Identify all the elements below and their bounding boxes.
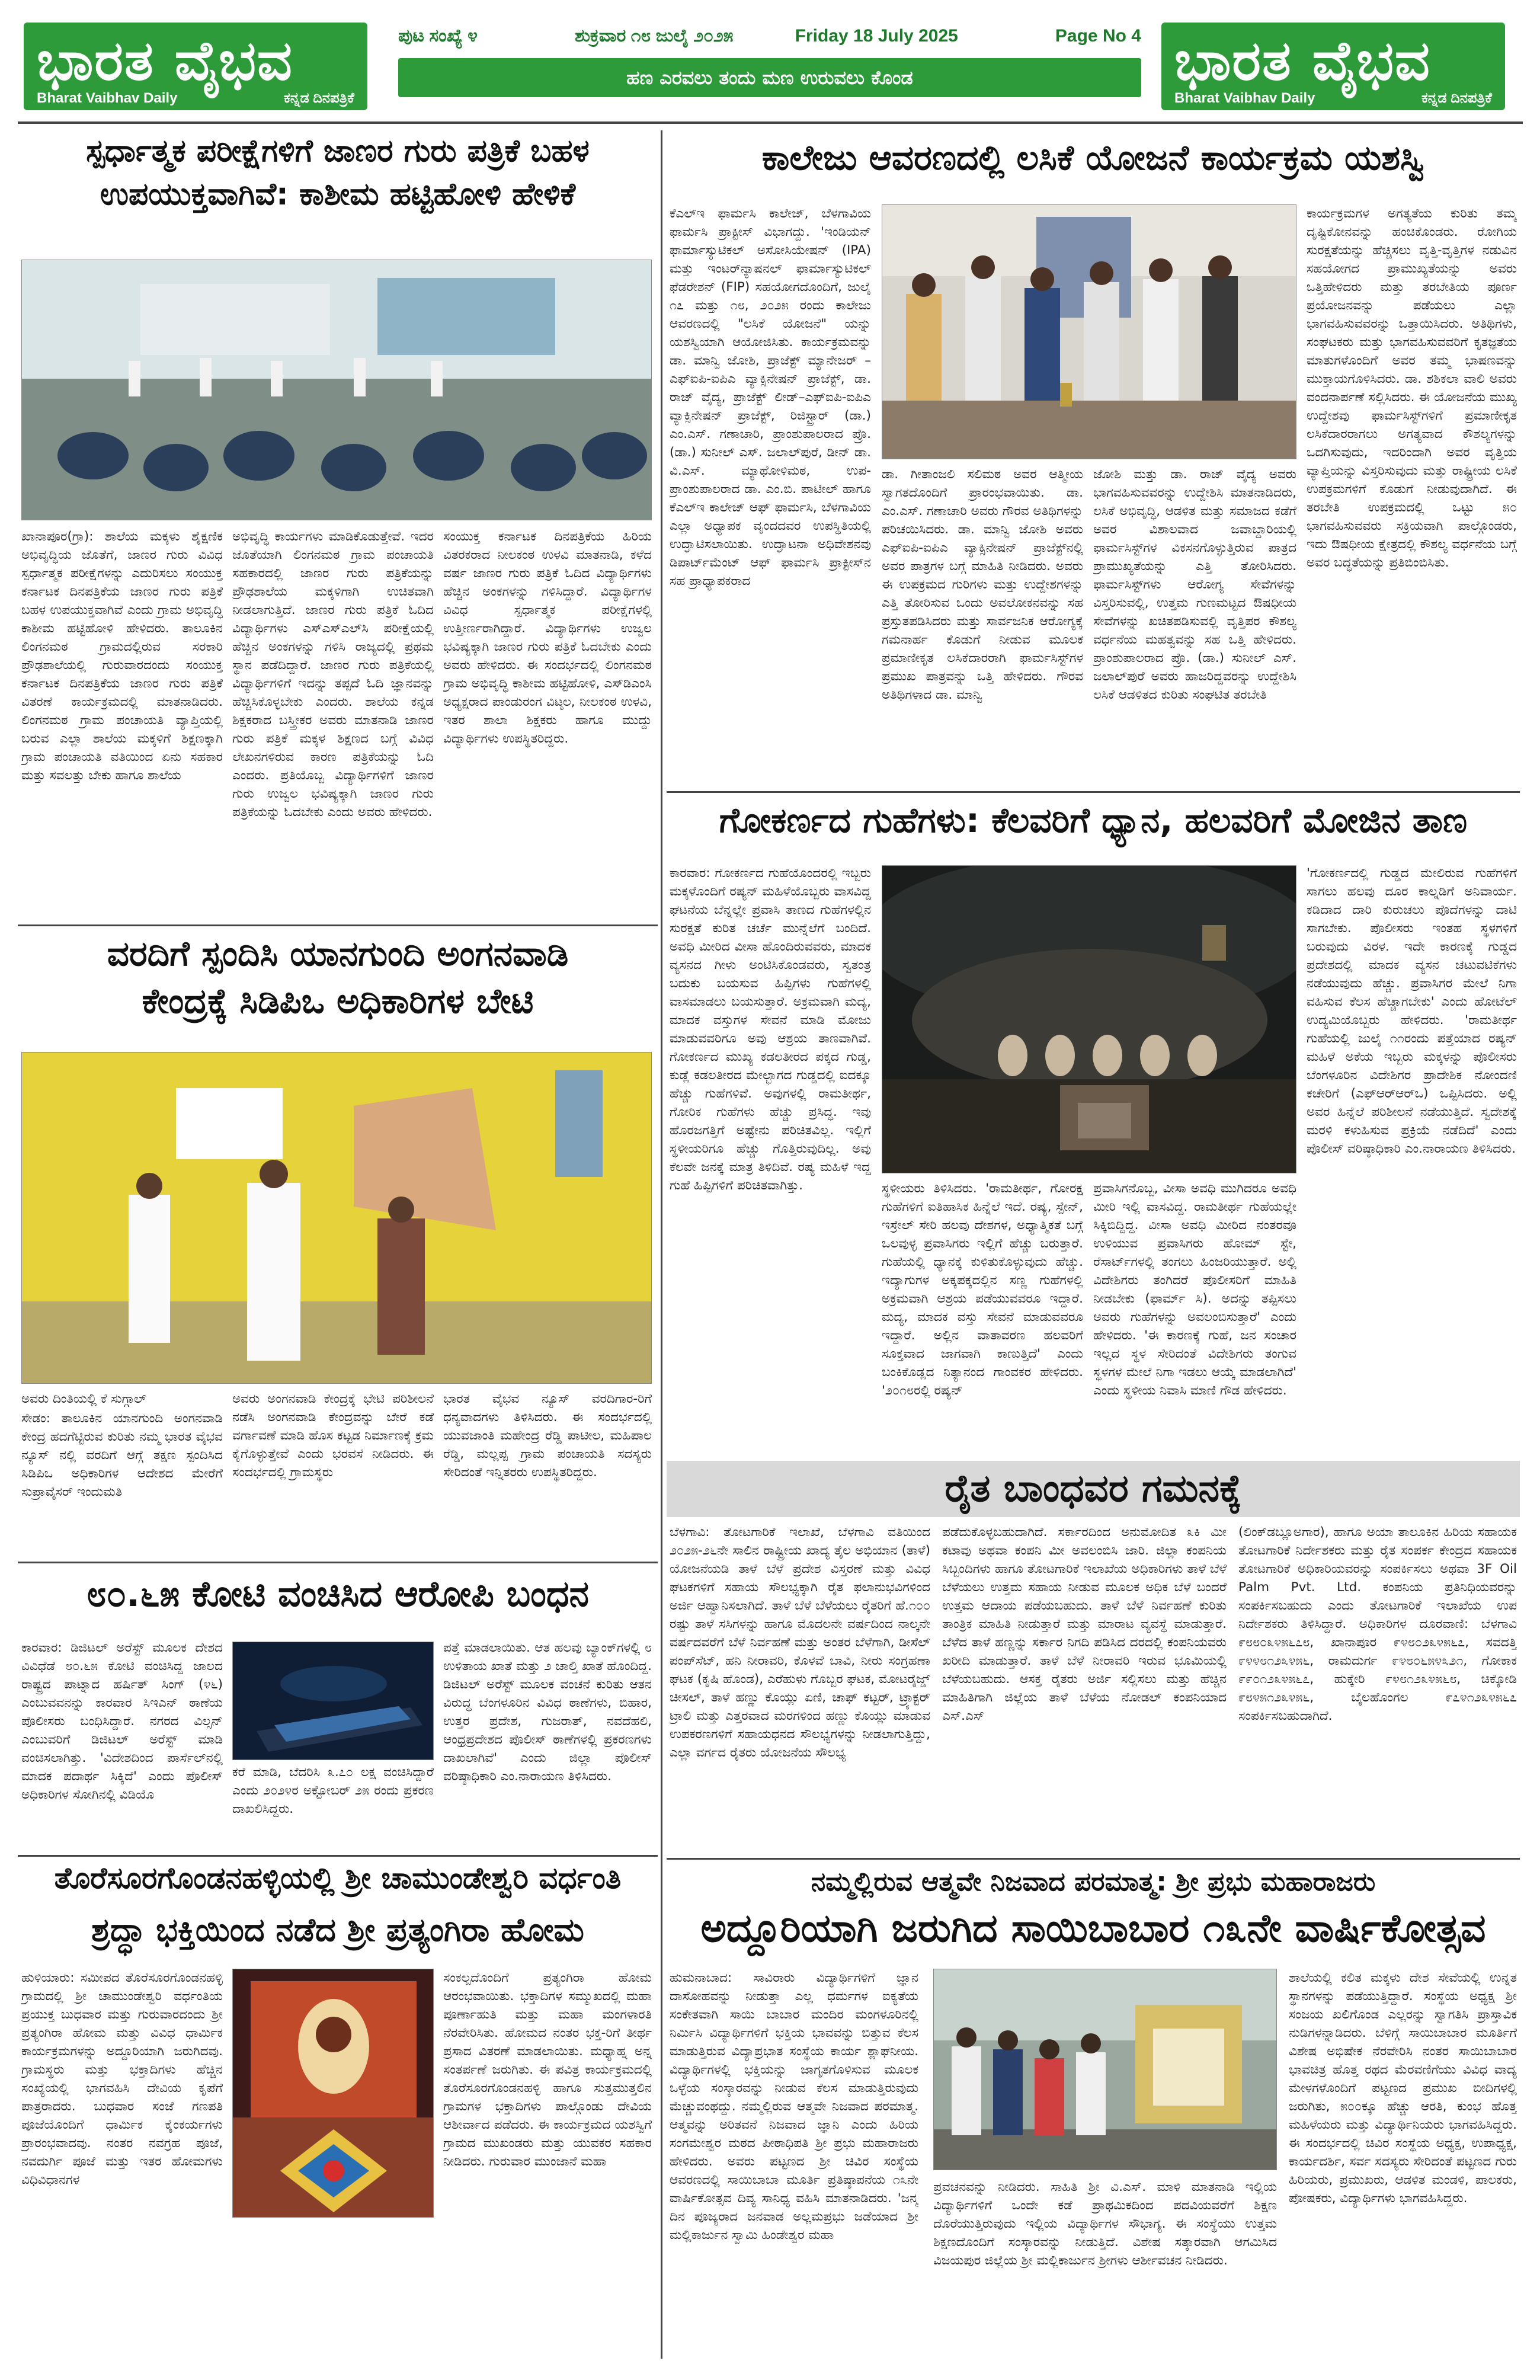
article-3-rule bbox=[18, 1855, 658, 1857]
article-8-kicker: ನಮ್ಮಲ್ಲಿರುವ ಆತ್ಮವೇ ನಿಜವಾದ ಪರಮಾತ್ಮ: ಶ್ರೀ ಪ್ರಭು ಮಹಾರಾಜರು bbox=[811, 1867, 1376, 1897]
article-5-col-1: ಕೆಎಲ್‌ಇ ಫಾರ್ಮಸಿ ಕಾಲೇಜ್, ಬೆಳಗಾವಿಯ ಫಾರ್ಮಸಿ ಪ್ರಾಕ್ಟೀಸ್ ವಿಭಾಗದ್ದು. 'ಇಂಡಿಯನ್ ಫಾರ್ಮಾಸ್ಯುಟಿಕಲ್ ಅಸೋಸಿಯೇಷನ್ (IPA) ಮತ್ತು ಇಂಟರ್‌ನ್ಯಾಷನಲ್ ಫಾರ್ಮಾಸ್ಯುಟಿಕಲ್ ಫೆಡರೇಶನ್ (FIP) ಸಹಯೋಗದೊಂದಿಗೆ, ಜುಲೈ ೧೭ ಮತ್ತು ೧೮, ೨೦೨೫ ರಂದು ಕಾಲೇಜು ಆವರಣದಲ್ಲಿ "ಲಸಿಕೆ ಯೋಜನೆ" ಯನ್ನು ಯಶಸ್ವಿಯಾಗಿ ಆಯೋಜಿಸಿತು. ಕಾರ್ಯಕ್ರಮವನ್ನು ಡಾ. ಮಾನ್ವಿ ಜೋಶಿ, ಪ್ರಾಜೆಕ್ಟ್ ಮ್ಯಾನೇಜರ್ – ಎಫ್‌ಐಪಿ-ಐಪಿಎ ವ್ಯಾಕ್ಸಿನೇಷನ್ ಪ್ರಾಜೆಕ್ಟ್, ಡಾ. ರಾಜ್ ವೈದ್ಯ, ಪ್ರಾಜೆಕ್ಟ್ ಲೀಡ್–ಎಫ್‌ಐಪಿ-ಐಪಿಎ ವ್ಯಾಕ್ಸಿನೇಷನ್ ಪ್ರಾಜೆಕ್ಟ್, ರಿಜಿಸ್ಟ್ರಾರ್ (ಡಾ.) ಎಂ.ಎಸ್. ಗಣಾಚಾರಿ, ಪ್ರಾಂಶುಪಾಲರಾದ ಪ್ರೊ. (ಡಾ.) ಸುನೀಲ್ ಎಸ್. ಜಲಾಲ್‌ಪುರೆ, ಡೀನ್ ಡಾ. ವಿ.ಎಸ್. ಮ್ಯಾಥೋಳಿಮಠ, ಉಪ-ಪ್ರಾಂಶುಪಾಲರಾದ ಡಾ. ಎಂ.ಬಿ. ಪಾಟೀಲ್ ಹಾಗೂ ಕೆಎಲ್‌ಇ ಕಾಲೇಜ್ ಆಫ್ ಫಾರ್ಮಸಿ, ಬೆಳಗಾವಿಯ ಎಲ್ಲಾ ಅಧ್ಯಾಪಕ ವೃಂದದವರ ಉಪಸ್ಥಿತಿಯಲ್ಲಿ ಉದ್ಘಾಟಿಸಲಾಯಿತು. ಉದ್ಘಾಟನಾ ಅಧಿವೇಶನವು ಡಿಪಾರ್ಟ್‌ಮೆಂಟ್ ಆಫ್ ಫಾರ್ಮಸಿ ಪ್ರಾಕ್ಟೀಸ್‌ನ ಸಹ ಪ್ರಾಧ್ಯಾಪಕರಾದ bbox=[670, 206, 871, 588]
date-en: Friday 18 July 2025 bbox=[795, 26, 958, 46]
article-2-col-1: ಸೇಡಂ: ತಾಲೂಕಿನ ಯಾನಗುಂದಿ ಅಂಗನವಾಡಿ ಕೇಂದ್ರ ಹದಗೆಟ್ಟಿರುವ ಕುರಿತು ನಮ್ಮ ಭಾರತ ವೈಭವ ನ್ಯೂಸ್‌ ನಲ್ಲಿ ವರದಿಗೆ ಆಗ್ಗೆ ತಕ್ಷಣ ಸ್ಪಂದಿಸಿದ ಸಿಡಿಪಿಒ ಅಧಿಕಾರಿಗಳ ಆದೇಶದ ಮೇರೆಗೆ ಸುಪ್ರಾವೈಸರ್ ಇಂದುಮತಿ bbox=[21, 1411, 223, 1499]
article-2-photo bbox=[21, 1052, 652, 1384]
article-8-col-1: ಹುಮನಾಬಾದ: ಸಾವಿರಾರು ವಿದ್ಯಾರ್ಥಿಗಳಿಗೆ ಜ್ಞಾನ ದಾಸೋಹವನ್ನು ನೀಡುತ್ತಾ ಎಲ್ಲ ಧರ್ಮಗಳ ಐಕ್ಯತೆಯ ಸಂಕೇತವಾಗಿ ಸಾಯಿ ಬಾಬಾರ ಮಂದಿರ ಮಂಗಳೂರಿನಲ್ಲಿ ನಿರ್ಮಿಸಿ ವಿದ್ಯಾರ್ಥಿಗಳಿಗೆ ಭಕ್ತಿಯ ಭಾವವನ್ನು ಬಿತ್ತುವ ಕೆಲಸ ಮಾಡುತ್ತಿರುವ ವಿದ್ಯಾಪ್ರಭಾತ ಸಂಸ್ಥೆಯ ಕಾರ್ಯ ಶ್ಲಾಘನೀಯ. ವಿದ್ಯಾರ್ಥಿಗಳಲ್ಲಿ ಭಕ್ತಿಯನ್ನು ಜಾಗೃತಗೊಳಿಸುವ ಮೂಲಕ ಒಳ್ಳೆಯ ಸಂಸ್ಕಾರವನ್ನು ನೀಡುವ ಕೆಲಸ ಮಾಡುತ್ತಿರುವುದು ಮೆಚ್ಚುವಂಥದ್ದು. ನಮ್ಮಲ್ಲಿರುವ ಆತ್ಮವೇ ನಿಜವಾದ ಪರಮಾತ್ಮ. ಆತ್ಮವನ್ನು ಅರಿತವನೆ ನಿಜವಾದ ಜ್ಞಾನಿ ಎಂದು ಹಿರಿಯ ಸಂಗಮೇಶ್ವರ ಮಠದ ಪೀಠಾಧಿಪತಿ ಶ್ರೀ ಪ್ರಭು ಮಹಾರಾಜರು ಹೇಳಿದರು. ಅವರು ಪಟ್ಟಣದ ಶ್ರೀ ಚಿವಿರ ಸಂಸ್ಥೆಯ ಆವರಣದಲ್ಲಿ ಸಾಯಿಬಾಬಾ ಮೂರ್ತಿ ಪ್ರತಿಷ್ಠಾಪನೆಯ ೧೩ನೇ ವಾರ್ಷಿಕೋತ್ಸವ ದಿವ್ಯ ಸಾನಿಧ್ಯ ವಹಿಸಿ ಮಾತನಾಡಿದರು. 'ಜನ್ಮ ದಿನ ಪೂಜ್ಯರಾದ ಜನವಾಡ ಅಲ್ಲಮಪ್ರಭು ಜಡೆಯಾದ ಶ್ರೀ ಮಲ್ಲಿಕಾರ್ಜುನ ಸ್ವಾಮಿ ಹಿಂಡೇಶ್ವರ ಮಹಾ bbox=[670, 1970, 918, 2243]
article-5-photo bbox=[882, 204, 1296, 459]
article-7-headline: ರೈತ ಬಾಂಧವರ ಗಮನಕ್ಕೆ bbox=[667, 1461, 1520, 1517]
article-5-col-2b: ಡಾ. ಗೀತಾಂಜಲಿ ಸಲಿಮಠ ಅವರ ಆತ್ಮೀಯ ಸ್ವಾಗತದೊಂದಿಗೆ ಪ್ರಾರಂಭವಾಯಿತು. ಡಾ. ಎಂ.ಎಸ್. ಗಣಾಚಾರಿ ಅವರು ಗೌರವ ಅತಿಥಿಗಳನ್ನು ಪರಿಚಯಿಸಿದರು. ಡಾ. ಮಾನ್ವಿ ಜೋಶಿ ಅವರು ಎಫ್‌ಐಪಿ-ಐಪಿಎ ವ್ಯಾಕ್ಸಿನೇಷನ್ ಪ್ರಾಜೆಕ್ಟ್‌ನಲ್ಲಿ ಅವರ ಪಾತ್ರಗಳ ಬಗ್ಗೆ ಮಾಹಿತಿ ನೀಡಿದರು. ಅವರು ಈ ಉಪಕ್ರಮದ ಗುರಿಗಳು ಮತ್ತು ಉದ್ದೇಶಗಳನ್ನು ಎತ್ತಿ ತೋರಿಸುವ ಒಂದು ಅವಲೋಕನವನ್ನು ಸಹ ಪ್ರಸ್ತುತಪಡಿಸಿದರು ಮತ್ತು ಸಾರ್ವಜನಿಕ ಆರೋಗ್ಯಕ್ಕೆ ಗಮನಾರ್ಹ ಕೊಡುಗೆ ನೀಡುವ ಮೂಲಕ ಪ್ರಮಾಣೀಕೃತ ಲಸಿಕೆದಾರರಾಗಿ ಫಾರ್ಮಸಿಸ್ಟ್‌ಗಳ ಪ್ರಮುಖ ಪಾತ್ರವನ್ನು ಒತ್ತಿ ಹೇಳಿದರು. ಗೌರವ ಅತಿಥಿಗಳಾದ ಡಾ. ಮಾನ್ವಿ bbox=[882, 467, 1083, 702]
article-4-headline-2: ಶ್ರದ್ಧಾ ಭಕ್ತಿಯಿಂದ ನಡೆದ ಶ್ರೀ ಪ್ರತ್ಯಂಗಿರಾ ಹೋಮ bbox=[91, 1911, 584, 1949]
article-7-rule bbox=[667, 1858, 1520, 1860]
paper-subtitle-kn: ಕನ್ನಡ ದಿನಪತ್ರಿಕೆ bbox=[283, 90, 354, 106]
article-6-photo bbox=[882, 865, 1296, 1173]
article-1-col-2: ಅಭಿವೃದ್ಧಿ ಕಾರ್ಯಗಳು ಮಾಡಿಕೊಡುತ್ತೇವೆ. ಇದರ ಜೊತೆಯಾಗಿ ಲಿಂಗನಮಠ ಗ್ರಾಮ ಪಂಚಾಯತಿ ಸಹಕಾರದಲ್ಲಿ ಜಾಣರ ಗುರು ಪತ್ರಿಕೆಯನ್ನು ಪ್ರೌಢಶಾಲೆಯ ಮಕ್ಕಳಿಗಾಗಿ ಉಚಿತವಾಗಿ ನೀಡಲಾಗುತ್ತಿದೆ. ಜಾಣರ ಗುರು ಪತ್ರಿಕೆ ಓದಿದ ವಿದ್ಯಾರ್ಥಿಗಳು ಎಸ್‌ಎಸ್‌ಎಲ್‌ಸಿ ಪರೀಕ್ಷೆಯಲ್ಲಿ ಹೆಚ್ಚಿನ ಅಂಕಗಳನ್ನು ಗಳಿಸಿ ರಾಜ್ಯದಲ್ಲಿ ಪ್ರಥಮ ಸ್ಥಾನ ಪಡೆದಿದ್ದಾರೆ. ಜಾಣರ ಗುರು ಪತ್ರಿಕೆಯಲ್ಲಿ ವಿದ್ಯಾರ್ಥಿಗಳಿಗೆ ಇದನ್ನು ತಪ್ಪದೆ ಓದಿ ಜ್ಞಾನವನ್ನು ಹೆಚ್ಚಿಸಿಕೊಳ್ಳಬೇಕು ಎಂದರು. ಶಾಲೆಯ ಕನ್ನಡ ಶಿಕ್ಷಕರಾದ ಬಸ್ತ್ರೀಕರ ಅವರು ಮಾತನಾಡಿ ಜಾಣರ ಗುರು ಪತ್ರಿಕೆ ಮಕ್ಕಳ ಶಿಕ್ಷಣದ ಬಗ್ಗೆ ವಿವಿಧ ಲೇಖನಗಳಿರುವ ಕಾರಣ ಪತ್ರಿಕೆಯನ್ನು ಓದಿ ಎಂದರು. ಪ್ರತಿಯೊಬ್ಬ ವಿದ್ಯಾರ್ಥಿಗಳಿಗೆ ಜಾಣರ ಗುರು ಉಜ್ವಲ ಭವಿಷ್ಯಕ್ಕಾಗಿ ಜಾಣರ ಗುರು ಪತ್ರಿಕೆಯನ್ನು ಓದಬೇಕು ಎಂದು ಅವರು ಹೇಳಿದರು. bbox=[232, 529, 434, 820]
article-8-headline: ಅದ್ದೂರಿಯಾಗಿ ಜರುಗಿದ ಸಾಯಿಬಾಬಾರ ೧೩ನೇ ವಾರ್ಷಿಕೋತ್ಸವ bbox=[700, 1905, 1486, 1951]
article-5-col-4: ಕಾರ್ಯಕ್ರಮಗಳ ಅಗತ್ಯತೆಯ ಕುರಿತು ತಮ್ಮ ದೃಷ್ಟಿಕೋನವನ್ನು ಹಂಚಿಕೊಂಡರು. ರೋಗಿಯ ಸುರಕ್ಷತೆಯನ್ನು ಹೆಚ್ಚಿಸಲು ವೃತ್ತಿ-ವೃತ್ತಿಗಳ ನಡುವಿನ ಸಹಯೋಗದ ಪ್ರಾಮುಖ್ಯತೆಯನ್ನು ಅವರು ಒತ್ತಿಹೇಳಿದರು ಮತ್ತು ತರಬೇತಿಯ ಪೂರ್ಣ ಪ್ರಯೋಜನವನ್ನು ಪಡೆಯಲು ಎಲ್ಲಾ ಭಾಗವಹಿಸುವವರನ್ನು ಒತ್ತಾಯಿಸಿದರು. ಅತಿಥಿಗಳು, ಸಂಘಟಕರು ಮತ್ತು ಭಾಗವಹಿಸುವವರಿಗೆ ಕೃತಜ್ಞತೆಯ ಮಾತುಗಳೊಂದಿಗೆ ಅವರ ತಮ್ಮ ಭಾಷಣವನ್ನು ಮುಕ್ತಾಯಗೊಳಿಸಿದರು. ಡಾ. ಶಶಿಕಲಾ ವಾಲಿ ಅವರು ವಂದನಾರ್ಪಣೆ ಸಲ್ಲಿಸಿದರು. ಈ ಯೋಜನೆಯ ಮುಖ್ಯ ಉದ್ದೇಶವು ಫಾರ್ಮಸಿಸ್ಟ್‌ಗಳಿಗೆ ಪ್ರಮಾಣೀಕೃತ ಲಸಿಕೆದಾರರಾಗಲು ಅಗತ್ಯವಾದ ಕೌಶಲ್ಯಗಳನ್ನು ಒದಗಿಸುವುದು, ಇದರಿಂದಾಗಿ ಅವರ ವೃತ್ತಿಯ ವ್ಯಾಪ್ತಿಯನ್ನು ವಿಸ್ತರಿಸುವುದು ಮತ್ತು ರಾಷ್ಟ್ರೀಯ ಲಸಿಕೆ ಉಪಕ್ರಮಗಳಿಗೆ ಕೊಡುಗೆ ನೀಡುವುದಾಗಿದೆ. ಈ ತರಬೇತಿ ಉಪಕ್ರಮದಲ್ಲಿ ಒಟ್ಟು ೫೦ ಭಾಗವಹಿಸುವವರು ಸಕ್ರಿಯವಾಗಿ ಪಾಲ್ಗೊಂಡರು, ಇದು ಔಷಧೀಯ ಕ್ಷೇತ್ರದಲ್ಲಿ ಕೌಶಲ್ಯ ವರ್ಧನೆಯ ಬಗ್ಗೆ ಅವರ ಬದ್ಧತೆಯನ್ನು ಪ್ರತಿಬಿಂಬಿಸಿತು. bbox=[1307, 206, 1517, 570]
article-1-col-1: ಖಾನಾಪೂರ(ಗ್ರಾ): ಶಾಲೆಯ ಮಕ್ಕಳು ಶೈಕ್ಷಣಿಕ ಅಭಿವೃದ್ಧಿಯ ಜೊತೆಗೆ, ಜಾಣರ ಗುರು ವಿವಿಧ ಸ್ಪರ್ಧಾತ್ಮಕ ಪರೀಕ್ಷೆಗಳನ್ನು ಎದುರಿಸಲು ಸಂಯುಕ್ತ ಕರ್ನಾಟಕ ದಿನಪತ್ರಿಕೆಯ ಜಾಣರ ಗುರು ಪತ್ರಿಕೆ ಬಹಳ ಉಪಯುಕ್ತವಾಗಿವೆ ಎಂದು ಗ್ರಾಮ ಅಭಿವೃದ್ಧಿ ಕಾಶೀಮ ಹಟ್ಟಿಹೋಳಿ ಹೇಳಿದರು. ತಾಲೂಕಿನ ಲಿಂಗನಮಠ ಗ್ರಾಮದಲ್ಲಿರುವ ಸರಕಾರಿ ಪ್ರೌಢಶಾಲೆಯಲ್ಲಿ ಗುರುವಾರದಂದು ಸಂಯುಕ್ತ ಕರ್ನಾಟಕ ದಿನಪತ್ರಿಕೆಯ ಜಾಣರ ಗುರು ಪತ್ರಿಕೆ ವಿತರಣೆ ಕಾರ್ಯಕ್ರಮದಲ್ಲಿ ಮಾತನಾಡಿದರು. ಲಿಂಗನಮಠ ಗ್ರಾಮ ಪಂಚಾಯತಿ ವ್ಯಾಪ್ತಿಯಲ್ಲಿ ಬರುವ ಎಲ್ಲಾ ಶಾಲೆಯ ಮಕ್ಕಳಿಗೆ ಶಿಕ್ಷಣಕ್ಕಾಗಿ ಗ್ರಾಮ ಪಂಚಾಯತಿ ವತಿಯಿಂದ ಏನು ಸಹಕಾರ ಮತ್ತು ಸವಲತ್ತು ಬೇಕು ಹಾಗೂ ಶಾಲೆಯ bbox=[21, 529, 223, 783]
column-divider bbox=[661, 130, 662, 2359]
article-3-col-3: ಪತ್ತೆ ಮಾಡಲಾಯಿತು. ಆತ ಹಲವು ಬ್ಯಾಂಕ್‌ಗಳಲ್ಲಿ ೮ ಉಳಿತಾಯ ಖಾತೆ ಮತ್ತು ೨ ಚಾಲ್ತಿ ಖಾತೆ ಹೊಂದಿದ್ದ. ಡಿಜಿಟಲ್ ಅರೆಸ್ಟ್ ಮೂಲಕ ವಂಚನೆ ಕುರಿತು ಆತನ ವಿರುದ್ಧ ಬೆಂಗಳೂರಿನ ವಿವಿಧ ಠಾಣೆಗಳು, ಬಿಹಾರ, ಉತ್ತರ ಪ್ರದೇಶ, ಗುಜರಾತ್, ನವದೆಹಲಿ, ಆಂಧ್ರಪ್ರದೇಶದ ಪೊಲೀಸ್ ಠಾಣೆಗಳಲ್ಲಿ ಪ್ರಕರಣಗಳು ದಾಖಲಾಗಿವೆ' ಎಂದು ಜಿಲ್ಲಾ ಪೊಲೀಸ್ ವರಿಷ್ಠಾಧಿಕಾರಿ ಎಂ.ನಾರಾಯಣ ತಿಳಿಸಿದರು. bbox=[443, 1640, 652, 1784]
article-1-photo bbox=[21, 260, 652, 520]
article-3-photo bbox=[232, 1642, 434, 1760]
article-3-col-1: ಕಾರವಾರ: ಡಿಜಿಟಲ್ ಅರೆಸ್ಟ್ ಮೂಲಕ ದೇಶದ ವಿವಿಧೆಡೆ ೮೦.೬೫ ಕೋಟಿ ವಂಚಿಸಿದ್ದ ಜಾಲದ ರಾಷ್ಟ್ರದ ಪಾಟ್ನಾದ ಹರ್ಷಿತ್ ಸಿಂಗ್ (೪೬) ಎಂಬುವವನನ್ನು ಕಾರವಾರ ಸಿಇಎನ್ ಠಾಣೆಯ ಪೊಲೀಸರು ಬಂಧಿಸಿದ್ದಾರೆ. ನಗರದ ವಿಲ್ಸನ್ ಎಂಬುವರಿಗೆ ಡಿಜಿಟಲ್ ಅರೆಸ್ಟ್ ಮಾಡಿ ವಂಚಿಸಲಾಗಿತ್ತು. 'ವಿದೇಶದಿಂದ ಪಾರ್ಸೆಲ್‌ನಲ್ಲಿ ಮಾದಕ ಪದಾರ್ಥ ಸಿಕ್ಕಿದೆ' ಎಂದು ಪೊಲೀಸ್ ಅಧಿಕಾರಿಗಳ ಸೋಗಿನಲ್ಲಿ ವಿಡಿಯೊ bbox=[21, 1640, 223, 1802]
paper-title: ಭಾರತ ವೈಭವ bbox=[37, 28, 293, 92]
article-6-col-2: ಸ್ಥಳೀಯರು ತಿಳಿಸಿದರು. 'ರಾಮತೀರ್ಥ, ಗೋರಕ್ಷ ಗುಹೆಗಳಿಗೆ ಐತಿಹಾಸಿಕ ಹಿನ್ನೆಲೆ ಇದೆ. ರಷ್ಯ, ಸ್ಪೇನ್, ಇಸ್ರೇಲ್ ಸೇರಿ ಹಲವು ದೇಶಗಳ, ಅಧ್ಯಾತ್ಮಿಕತೆ ಬಗ್ಗೆ ಒಲವುಳ್ಳ ಪ್ರವಾಸಿಗರು ಇಲ್ಲಿಗೆ ಹೆಚ್ಚು ಬರುತ್ತಾರೆ. ಗುಹೆಯಲ್ಲಿ ಧ್ಯಾನಕ್ಕೆ ಕುಳಿತುಕೊಳ್ಳುವುದು ಹೆಚ್ಚು. ಇದ್ಯಾಗುಗಳ ಅಕ್ಕಪಕ್ಕದಲ್ಲಿನ ಸಣ್ಣ ಗುಹೆಗಳಲ್ಲಿ ಅಕ್ರಮವಾಗಿ ಆಶ್ರಯ ಪಡೆಯುವವರೂ ಇದ್ದಾರೆ. ಮದ್ಯ, ಮಾದಕ ವಸ್ತು ಸೇವನೆ ಮಾಡುವವರೂ ಇದ್ದಾರೆ. ಅಲ್ಲಿನ ವಾತಾವರಣ ಹಲವರಿಗೆ ಸೂಕ್ತವಾದ ಜಾಗವಾಗಿ ಕಾಣುತ್ತಿದೆ' ಎಂದು ಬಂಕಿಕೊಡ್ಲದ ನಿತ್ಯಾನಂದ ಗಾಂವಕರ ಹೇಳಿದರು. '೨೦೧೮ರಲ್ಲಿ ರಷ್ಯನ್ bbox=[882, 1181, 1083, 1398]
article-2-headline-1: ವರದಿಗೆ ಸ್ಪಂದಿಸಿ ಯಾನಗುಂದಿ ಅಂಗನವಾಡಿ bbox=[107, 933, 569, 974]
article-1-rule bbox=[18, 925, 658, 926]
article-1-col-3: ಸಂಯುಕ್ತ ಕರ್ನಾಟಕ ದಿನಪತ್ರಿಕೆಯ ಹಿರಿಯ ವಿತರಕರಾದ ನೀಲಕಂಠ ಉಳವಿ ಮಾತನಾಡಿ, ಕಳೆದ ವರ್ಷ ಜಾಣರ ಗುರು ಪತ್ರಿಕೆ ಓದಿದ ವಿದ್ಯಾರ್ಥಿಗಳು ಹೆಚ್ಚಿನ ಅಂಕಗಳನ್ನು ಗಳಿಸಿದ್ದಾರೆ. ವಿದ್ಯಾರ್ಥಿಗಳ ವಿವಿಧ ಸ್ಪರ್ಧಾತ್ಮಕ ಪರೀಕ್ಷೆಗಳಲ್ಲಿ ಉತ್ತೀರ್ಣರಾಗಿದ್ದಾರೆ. ವಿದ್ಯಾರ್ಥಿಗಳು ಉಜ್ವಲ ಭವಿಷ್ಯಕ್ಕಾಗಿ ಜಾಣರ ಗುರು ಪತ್ರಿಕೆ ಓದಬೇಕು ಎಂದು ಅವರು ಹೇಳಿದರು. ಈ ಸಂದರ್ಭದಲ್ಲಿ ಲಿಂಗನಮಠ ಗ್ರಾಮ ಅಭಿವೃದ್ಧಿ ಕಾಶೀಮ ಹಟ್ಟಿಹೋಳಿ, ಎಸ್‌ಡಿಎಂಸಿ ಅಧ್ಯಕ್ಷರಾದ ಪಾಂಡುರಂಗ ವಿಟ್ಠಲ, ನೀಲಕಂಠ ಉಳವಿ, ಇತರ ಶಾಲಾ ಶಿಕ್ಷಕರು ಹಾಗೂ ಮುದ್ದು ವಿದ್ಯಾರ್ಥಿಗಳು ಉಪಸ್ಥಿತರಿದ್ದರು. bbox=[443, 529, 652, 746]
article-7-col-2: ಪಡೆದುಕೊಳ್ಳಬಹುದಾಗಿದೆ. ಸರ್ಕಾರದಿಂದ ಅನುಮೋದಿತ ೩ಕಿ ಮೀ ಕಟಾವು ಅಥವಾ ಕಂಪನಿ ಮೀ ಅವಲಂಬಿಸಿ ಜಾರಿ. ಜಿಲ್ಲಾ ಕಂಪನಿಯ ಸಿಬ್ಬಂದಿಗಳು ಹಾಗೂ ತೋಟಗಾರಿಕೆ ಇಲಾಖೆಯ ಅಧಿಕಾರಿಗಳು ತಾಳೆ ಬೆಳೆ ಬೆಳೆಯಲು ಉತ್ತಮ ಸಹಾಯ ನೀಡುವ ಮೂಲಕ ಅಧಿಕ ಬೆಳೆ ಬಂದರೆ ಉತ್ತಮ ಆದಾಯ ಪಡೆಯಬಹುದು. ತಾಳೆ ಬೆಳೆ ನಿರ್ವಹಣೆ ಕುರಿತು ತಾಂತ್ರಿಕ ಮಾಹಿತಿ ನೀಡುತ್ತಾರೆ ಮತ್ತು ಮಾರಾಟ ವ್ಯವಸ್ಥೆ ಮಾಡುತ್ತಾರೆ. ಬೆಳೆದ ತಾಳೆ ಹಣ್ಣನ್ನು ಸರ್ಕಾರ ನಿಗದಿ ಪಡಿಸಿದ ದರದಲ್ಲಿ ಕಂಪನಿಯವರು ಖರೀದಿ ಮಾಡುತ್ತಾರೆ. ತಾಳೆ ಬೆಳೆ ನೀರಾವರಿ ಇರುವ ಭೂಮಿಯಲ್ಲಿ ಬೆಳೆಯಬಹುದು. ಆಸಕ್ತ ರೈತರು ಅರ್ಜಿ ಸಲ್ಲಿಸಲು ಮತ್ತು ಹೆಚ್ಚಿನ ಮಾಹಿತಿಗಾಗಿ ಜಿಲ್ಲೆಯ ತಾಳೆ ಬೆಳೆಯ ನೋಡಲ್ ಕಂಪನಿಯಾದ ಎಸ್.ಎಸ್ bbox=[942, 1525, 1227, 1723]
article-5-col-3: ಜೋಶಿ ಮತ್ತು ಡಾ. ರಾಜ್ ವೈದ್ಯ ಅವರು ಭಾಗವಹಿಸುವವರನ್ನು ಉದ್ದೇಶಿಸಿ ಮಾತನಾಡಿದರು, ಲಸಿಕೆ ಅಭಿವೃದ್ಧಿ, ಆಡಳಿತ ಮತ್ತು ಸಮಾಜದ ಕಡೆಗೆ ಅವರ ವಿಶಾಲವಾದ ಜವಾಬ್ದಾರಿಯಲ್ಲಿ ಫಾರ್ಮಸಿಸ್ಟ್‌ಗಳ ವಿಕಸನಗೊಳ್ಳುತ್ತಿರುವ ಪಾತ್ರದ ಪ್ರಾಮುಖ್ಯತೆಯನ್ನು ಎತ್ತಿ ತೋರಿಸಿದರು. ಫಾರ್ಮಸಿಸ್ಟ್‌ಗಳು ಆರೋಗ್ಯ ಸೇವೆಗಳನ್ನು ವಿಸ್ತರಿಸುವಲ್ಲಿ, ಉತ್ತಮ ಗುಣಮಟ್ಟದ ಔಷಧೀಯ ಸೇವೆಗಳನ್ನು ಖಚಿತಪಡಿಸುವಲ್ಲಿ ವೃತ್ತಿಪರ ಕೌಶಲ್ಯ ವರ್ಧನೆಯ ಮಹತ್ವವನ್ನು ಸಹ ಒತ್ತಿ ಹೇಳಿದರು. ಪ್ರಾಂಶುಪಾಲರಾದ ಪ್ರೊ. (ಡಾ.) ಸುನೀಲ್ ಎಸ್. ಜಲಾಲ್‌ಪುರೆ ಅವರು ಹಾಜರಿದ್ದವರನ್ನು ಉದ್ದೇಶಿಸಿ ಲಸಿಕೆ ಆಡಳಿತದ ಕುರಿತು ಸಂಘಟಿತ ತರಬೇತಿ bbox=[1093, 467, 1296, 702]
article-8-col-3: ಶಾಲೆಯಲ್ಲಿ ಕಲಿತ ಮಕ್ಕಳು ದೇಶ ಸೇವೆಯಲ್ಲಿ ಉನ್ನತ ಸ್ಥಾನಗಳನ್ನು ಪಡೆಯುತ್ತಿದ್ದಾರೆ. ಸಂಸ್ಥೆಯ ಅಧ್ಯಕ್ಷ ಶ್ರೀ ಸಂಜಯ ಖಲಿಗೊಂಡ ಎಲ್ಲರನ್ನು ಸ್ವಾಗತಿಸಿ ಪ್ರಾಸ್ತಾವಿಕ ನುಡಿಗಳನ್ನಾಡಿದರು. ಬೆಳಿಗ್ಗೆ ಸಾಯಿಬಾಬಾರ ಮೂರ್ತಿಗೆ ವಿಶೇಷ ಅಭಿಷೇಕ ನೆರವೇರಿಸಿ ನಂತರ ಸಾಯಿಬಾಬಾರ ಭಾವಚಿತ್ರ ಹೊತ್ತ ರಥದ ಮೆರವಣಿಗೆಯು ವಿವಿಧ ವಾದ್ಯ ಮೇಳಗಳೊಂದಿಗೆ ಪಟ್ಟಣದ ಪ್ರಮುಖ ಬೀದಿಗಳಲ್ಲಿ ಜರುಗಿತು, ೫೦೦ಕ್ಕೂ ಹೆಚ್ಚು ಆರತಿ, ಕುಂಭ ಹೊತ್ತ ಮಹಿಳೆಯರು ಮತ್ತು ವಿದ್ಯಾರ್ಥಿನಿಯರು ಭಾಗವಹಿಸಿದ್ದರು. ಈ ಸಂದರ್ಭದಲ್ಲಿ ಚಿವಿರ ಸಂಸ್ಥೆಯ ಅಧ್ಯಕ್ಷ, ಉಪಾಧ್ಯಕ್ಷ, ಕಾರ್ಯದರ್ಶಿ, ಸರ್ವ ಸದಸ್ಯರು ಸೇರಿದಂತೆ ಪಟ್ಟಣದ ಗುರು ಹಿರಿಯರು, ಪ್ರಮುಖರು, ಆಡಳಿತ ಮಂಡಳಿ, ಪಾಲಕರು, ಪೋಷಕರು, ವಿದ್ಯಾರ್ಥಿಗಳು ಭಾಗವಹಿಸಿದ್ದರು. bbox=[1289, 1970, 1517, 2206]
article-6-col-4: 'ಗೋಕರ್ಣದಲ್ಲಿ ಗುಡ್ಡದ ಮೇಲಿರುವ ಗುಹೆಗಳಿಗೆ ಸಾಗಲು ಹಲವು ದೂರ ಕಾಲ್ನಡಿಗೆ ಅನಿವಾರ್ಯ. ಕಡಿದಾದ ದಾರಿ ಕುರುಚಲು ಪೊದೆಗಳನ್ನು ದಾಟಿ ಸಾಗಬೇಕು. ಪೊಲೀಸರು ಇಂತಹ ಸ್ಥಳಗಳಿಗೆ ಬರುವುದು ವಿರಳ. ಇದೇ ಕಾರಣಕ್ಕೆ ಗುಡ್ಡದ ಪ್ರದೇಶದಲ್ಲಿ ಮಾದಕ ವ್ಯಸನ ಚಟುವಟಿಕೆಗಳು ನಡೆಯುವುದು ಹೆಚ್ಚು. ಪ್ರವಾಸಿಗರ ಮೇಲೆ ನಿಗಾ ವಹಿಸುವ ಕೆಲಸ ಹೆಚ್ಚಾಗಬೇಕು' ಎಂದು ಹೋಟೆಲ್ ಉದ್ಯಮಿಯೊಬ್ಬರು ಹೇಳಿದರು. 'ರಾಮತೀರ್ಥ ಗುಹೆಯಲ್ಲಿ ಜುಲೈ ೧೧ರಂದು ಪತ್ತೆಯಾದ ರಷ್ಯನ್ ಮಹಿಳೆ ಅಕೆಯ ಇಬ್ಬರು ಮಕ್ಕಳನ್ನು ಪೊಲೀಸರು ಬೆಂಗಳೂರಿನ ವಿದೇಶಿಗರ ಪ್ರಾದೇಶಿಕ ನೋಂದಣಿ ಕಚೇರಿಗೆ (ಎಫ್‌ಆರ್‌ಆರ್‌ಒ) ಒಪ್ಪಿಸಿದರು. ಅಲ್ಲಿ ಅವರ ಹಿನ್ನೆಲೆ ಪರಿಶೀಲನೆ ನಡೆಯುತ್ತಿದೆ. ಸ್ವದೇಶಕ್ಕೆ ಮರಳಿ ಕಳುಹಿಸುವ ಪ್ರಕ್ರಿಯೆ ನಡೆದಿದೆ' ಎಂದು ಪೊಲೀಸ್ ವರಿಷ್ಠಾಧಿಕಾರಿ ಎಂ.ನಾರಾಯಣ ತಿಳಿಸಿದರು. bbox=[1307, 866, 1517, 1156]
article-4-headline-1: ತೊರೆಸೂರಗೊಂಡನಹಳ್ಳಿಯಲ್ಲಿ ಶ್ರೀ ಚಾಮುಂಡೇಶ್ವರಿ ವರ್ಧಂತಿ bbox=[54, 1861, 622, 1895]
article-3-col-2: ಕರೆ ಮಾಡಿ, ಬೆದರಿಸಿ ೩.೭೦ ಲಕ್ಷ ವಂಚಿಸಿದ್ದಾರೆ ಎಂದು ೨೦೨೪ರ ಅಕ್ಟೋಬರ್ ೨೫ ರಂದು ಪ್ರಕರಣ ದಾಖಲಿಸಿದ್ದರು. bbox=[232, 1765, 434, 1816]
slogan-banner: ಹಣ ಎರವಲು ತಂದು ಮಣ ಉರುವಲು ಕೊಂಡ bbox=[398, 58, 1141, 97]
article-3-headline: ೮೦.೬೫ ಕೋಟಿ ವಂಚಿಸಿದ ಆರೋಪಿ ಬಂಧನ bbox=[86, 1573, 589, 1615]
article-7-col-1: ಬೆಳಗಾವಿ: ತೋಟಗಾರಿಕೆ ಇಲಾಖೆ, ಬೆಳಗಾವಿ ವತಿಯಿಂದ ೨೦೨೫-೨೬ನೇ ಸಾಲಿನ ರಾಷ್ಟ್ರೀಯ ಖಾದ್ಯ ತೈಲ ಅಭಿಯಾನ (ತಾಳೆ) ಯೋಜನೆಯಡಿ ತಾಳೆ ಬೆಳೆ ಪ್ರದೇಶ ವಿಸ್ತರಣೆ ಮತ್ತು ವಿವಿಧ ಘಟಕಗಳಿಗೆ ಸಹಾಯ ಸೌಲಭ್ಯಕ್ಕಾಗಿ ರೈತ ಫಲಾನುಭವಿಗಳಿಂದ ಅರ್ಜಿ ಆಹ್ವಾನಿಸಲಾಗಿದೆ. ತಾಳೆ ಬೆಳೆ ಬೆಳೆಯಲು ರೈತರಿಗೆ ಹೆ.೧೦೦ ರಷ್ಟು ತಾಳೆ ಸಸಿಗಳನ್ನು ಹಾಗೂ ಮೊದಲನೇ ವರ್ಷದಿಂದ ನಾಲ್ಕನೇ ವರ್ಷದವರೆಗೆ ಬೆಳೆ ನಿರ್ವಹಣೆ ಮತ್ತು ಅಂತರ ಬೆಳೆಗಾಗಿ, ಡೀಸೆಲ್ ಪಂಪ್‌ಸೆಟ್, ಹನಿ ನೀರಾವರಿ, ಕೊಳವೆ ಬಾವಿ, ನೀರು ಸಂಗ್ರಹಣಾ ಘಟಕ (ಕೃಷಿ ಹೊಂಡ), ಎರೆಹುಳು ಗೊಬ್ಬರ ಘಟಕ, ಮೋಟರೈಜ್ಡ್ ಚೀಸಲ್, ತಾಳೆ ಹಣ್ಣು ಕೊಯ್ಲು ಏಣಿ, ಚಾಫ್ ಕಟ್ಟರ್, ಟ್ರ್ಯಾಕ್ಟರ್ ಟ್ರಾಲಿ ಮತ್ತು ಎತ್ತರವಾದ ಮರಗಳಿಂದ ಹಣ್ಣು ಕೊಯ್ಲು ಮಾಡುವ ಉಪಕರಣಗಳಿಗೆ ಸಹಾಯಧನದ ಸೌಲಭ್ಯಗಳನ್ನು ನೀಡಲಾಗುತ್ತಿದ್ದು, ಎಲ್ಲಾ ವರ್ಗದ ರೈತರು ಯೋಜನೆಯ ಸೌಲಭ್ಯ bbox=[670, 1525, 930, 1760]
paper-subtitle-en-right: Bharat Vaibhav Daily bbox=[1174, 90, 1315, 106]
article-4-col-2: ಸಂಕಲ್ಪದೊಂದಿಗೆ ಪ್ರತ್ಯಂಗಿರಾ ಹೋಮ ಆರಂಭವಾಯಿತು. ಭಕ್ತಾದಿಗಳ ಸಮ್ಮುಖದಲ್ಲಿ ಮಹಾ ಪೂರ್ಣಾಹುತಿ ಮತ್ತು ಮಹಾ ಮಂಗಳಾರತಿ ನೆರವೇರಿಸಿತು. ಹೋಮದ ನಂತರ ಭಕ್ತ-ರಿಗೆ ತೀರ್ಥ ಪ್ರಸಾದ ವಿತರಣೆ ಮಾಡಲಾಯಿತು. ಮಧ್ಯಾಹ್ನ ಅನ್ನ ಸಂತರ್ಪಣೆ ಜರುಗಿತು. ಈ ಪವಿತ್ರ ಕಾರ್ಯಕ್ರಮದಲ್ಲಿ ತೊರೆಸೂರಗೊಂಡನಹಳ್ಳಿ ಹಾಗೂ ಸುತ್ತಮುತ್ತಲಿನ ಗ್ರಾಮಗಳ ಭಕ್ತಾದಿಗಳು ಪಾಲ್ಗೊಂಡು ದೇವಿಯ ಆಶೀರ್ವಾದ ಪಡೆದರು. ಈ ಕಾರ್ಯಕ್ರಮದ ಯಶಸ್ವಿಗೆ ಗ್ರಾಮದ ಮುಖಂಡರು ಮತ್ತು ಯುವಕರ ಸಹಕಾರ ನೀಡಿದರು. ಗುರುವಾರ ಮುಂಜಾನೆ ಮಹಾ bbox=[443, 1970, 652, 2169]
article-5-rule bbox=[667, 791, 1520, 793]
paper-subtitle-en: Bharat Vaibhav Daily bbox=[37, 90, 178, 106]
paper-subtitle-kn-right: ಕನ್ನಡ ದಿನಪತ್ರಿಕೆ bbox=[1421, 90, 1492, 106]
date-kn: ಶುಕ್ರವಾರ ೧೮ ಜುಲೈ ೨೦೨೫ bbox=[574, 26, 734, 46]
article-2-headline-2: ಕೇಂದ್ರಕ್ಕೆ ಸಿಡಿಪಿಒ ಅಧಿಕಾರಿಗಳ ಬೇಟಿ bbox=[142, 981, 534, 1021]
article-4-photo bbox=[232, 1969, 434, 2218]
masthead-right bbox=[1161, 23, 1505, 110]
article-1-headline-2: ಉಪಯುಕ್ತವಾಗಿವೆ: ಕಾಶೀಮ ಹಟ್ಟಿಹೋಳಿ ಹೇಳಿಕೆ bbox=[100, 177, 576, 212]
article-8-col-2: ಪ್ರವಚನವನ್ನು ನೀಡಿದರು. ಸಾಹಿತಿ ಶ್ರೀ ವಿ.ಎಸ್. ಮಾಳಿ ಮಾತನಾಡಿ ಇಲ್ಲಿಯ ವಿದ್ಯಾರ್ಥಿಗಳಿಗೆ ಒಂದೇ ಕಡೆ ಪ್ರಾಥಮಿಕದಿಂದ ಪದವಿಯವರೆಗೆ ಶಿಕ್ಷಣ ದೊರೆಯುತ್ತಿರುವುದು ಇಲ್ಲಿಯ ವಿದ್ಯಾರ್ಥಿಗಳ ಸೌಭಾಗ್ಯ. ಈ ಸಂಸ್ಥೆಯು ಉತ್ತಮ ಶಿಕ್ಷಣದೊಂದಿಗೆ ಸಂಸ್ಕಾರವನ್ನು ನೀಡುತ್ತಿದೆ. ವಿಶೇಷ ಸತ್ಕಾರವಾಗಿ ಆಗಮಿಸಿದ ವಿಜಯಪುರ ಜಿಲ್ಲೆಯ ಶ್ರೀ ಮಲ್ಲಿಕಾರ್ಜುನ ಶ್ರೀಗಳು ಆರ್ಶೀವಚನ ನೀಡಿದರು. bbox=[933, 2180, 1277, 2268]
article-6-col-3: ಪ್ರವಾಸಿಗನೊಬ್ಬ, ವೀಸಾ ಅವಧಿ ಮುಗಿದರೂ ಅವಧಿ ಮೀರಿ ಇಲ್ಲಿ ವಾಸವಿದ್ದ. ರಾಮತೀರ್ಥ ಗುಹೆಯಲ್ಲೇ ಸಿಕ್ಕಿಬಿದ್ದಿದ್ದ. ವೀಸಾ ಅವಧಿ ಮೀರಿದ ನಂತರವೂ ಉಳಿಯುವ ಪ್ರವಾಸಿಗರು ಹೋಮ್ ಸ್ಟೇ, ರೆಸಾರ್ಟ್‌ಗಳಲ್ಲಿ ತಂಗಲು ಹಿಂಜರಿಯುತ್ತಾರೆ. ಅಲ್ಲಿ ವಿದೇಶಿಗರು ತಂಗಿದರೆ ಪೊಲೀಸರಿಗೆ ಮಾಹಿತಿ ನೀಡಬೇಕು (ಫಾರ್ಮ್ ಸಿ). ಅದನ್ನು ತಪ್ಪಿಸಲು ಅವರು ಗುಹೆಗಳನ್ನು ಅವಲಂಬಿಸುತ್ತಾರೆ' ಎಂದು ಹೇಳಿದರು. 'ಈ ಕಾರಣಕ್ಕೆ ಗುಹೆ, ಜನ ಸಂಚಾರ ಇಲ್ಲದ ಸ್ಥಳ ಸೇರಿದಂತೆ ವಿದೇಶಿಗರು ತಂಗುವ ಸ್ಥಳಗಳ ಮೇಲೆ ನಿಗಾ ಇಡಲು ಆಯ್ಕೆ ಮಾಡಲಾಗಿದೆ' ಎಂದು ಸ್ಥಳೀಯ ನಿವಾಸಿ ಮಾಣಿ ಗೌಡ ಹೇಳಿದರು. bbox=[1093, 1181, 1296, 1398]
article-7-col-3: (ಲಿಂಕ್‌ಡಬ್ಲೂಅಗಾರ), ಹಾಗೂ ಅಯಾ ತಾಲೂಕಿನ ಹಿರಿಯ ಸಹಾಯಕ ತೋಟಗಾರಿಕೆ ನಿರ್ದೇಶಕರು ಮತ್ತು ರೈತ ಸಂಪರ್ಕ ಕೇಂದ್ರದ ಸಹಾಯಕ ತೋಟಗಾರಿಕೆ ಅಧಿಕಾರಿಯವರನ್ನು ಸಂಪರ್ಕಿಸಲು ಅಥವಾ 3F Oil Palm Pvt. Ltd. ಕಂಪನಿಯ ಪ್ರತಿನಿಧಿಯವರನ್ನು ಸಂಪರ್ಕಿಸಬಹುದು ಎಂದು ತೋಟಗಾರಿಕೆ ಇಲಾಖೆಯ ಉಪ ನಿರ್ದೇಶಕರು ತಿಳಿಸಿದ್ದಾರೆ. ಅಧಿಕಾರಿಗಳ ದೂರವಾಣಿ: ಬೆಳಗಾವಿ ೯೮೮೦೩೪೫೬೭೮, ಖಾನಾಪೂರ ೯೪೮೦೨೩೪೫೬೭, ಸವದತ್ತಿ ೯೪೪೮೧೨೩೪೫೬, ರಾಮದುರ್ಗ ೯೪೮೦೬೫೪೩೨೧, ಗೋಕಾಕ ೯೯೦೧೨೩೪೫೬೭, ಹುಕ್ಕೇರಿ ೯೪೮೧೨೩೪೫೬೮, ಚಿಕ್ಕೋಡಿ ೯೮೪೫೧೨೩೪೫೬, ಬೈಲಹೊಂಗಲ ೯೭೪೧೨೩೪೫೬೭ ಸಂಪರ್ಕಿಸಬಹುದಾಗಿದೆ. bbox=[1238, 1525, 1517, 1723]
article-6-col-1: ಕಾರವಾರ: ಗೋಕರ್ಣದ ಗುಹೆಯೊಂದರಲ್ಲಿ ಇಬ್ಬರು ಮಕ್ಕಳೊಂದಿಗೆ ರಷ್ಯನ್ ಮಹಿಳೆಯೊಬ್ಬರು ವಾಸವಿದ್ದ ಘಟನೆಯ ಬೆನ್ನಲ್ಲೇ ಪ್ರವಾಸಿ ತಾಣದ ಗುಹೆಗಳಲ್ಲಿನ ಸುರಕ್ಷತೆ ಕುರಿತ ಚರ್ಚೆ ಮುನ್ನೆಲೆಗೆ ಬಂದಿದೆ. ಅವಧಿ ಮೀರಿದ ವೀಸಾ ಹೊಂದಿರುವವರು, ಮಾದಕ ವ್ಯಸನದ ಗೀಳು ಅಂಟಿಸಿಕೊಂಡವರು, ಸ್ವತಂತ್ರ ಬದುಕು ಬಯಸುವ ಹಿಪ್ಪಿಗಳು ಗುಹೆಗಳಲ್ಲಿ ವಾಸಮಾಡಲು ಬಯಸುತ್ತಾರೆ. ಅಕ್ರಮವಾಗಿ ಮದ್ಯ, ಮಾದಕ ವಸ್ತುಗಳ ಸೇವನೆ ಮಾಡಿ ಮೋಜು ಮಾಡುವವರಿಗೂ ಅವು ಆಶ್ರಯ ತಾಣವಾಗಿವೆ. ಗೋಕರ್ಣದ ಮುಖ್ಯ ಕಡಲತೀರದ ಪಕ್ಕದ ಗುಡ್ಡ, ಕುಡ್ಲೆ ಕಡಲತೀರದ ಮೇಲ್ಭಾಗದ ಗುಡ್ಡದಲ್ಲಿ ಐದಕ್ಕೂ ಹೆಚ್ಚು ಗುಹೆಗಳಿವೆ. ಅವುಗಳಲ್ಲಿ ರಾಮತೀರ್ಥ, ಗೋರಿಕ ಗುಹೆಗಳು ಹೆಚ್ಚು ಪ್ರಸಿದ್ಧ. ಇವು ಹೊರಜಗತ್ತಿಗೆ ಅಷ್ಟೇನು ಪರಿಚಿತವಿಲ್ಲ. ಇಲ್ಲಿಗೆ ಸ್ಥಳೀಯರಿಗೂ ಹೆಚ್ಚು ಗೊತ್ತಿರುವುದಿಲ್ಲ. ಅವು ಕೆಲವೇ ಜನಕ್ಕೆ ಮಾತ್ರ ತಿಳಿದಿವೆ. ರಷ್ಯ ಮಹಿಳೆ ಇದ್ದ ಗುಹೆ ಹಿಪ್ಪಿಗಳಿಗೆ ಪರಿಚಿತವಾಗಿತ್ತು. bbox=[670, 866, 871, 1193]
article-2-photo-caption: ಅವರು ದಿಂತಿಯಲ್ಲಿ ಕೆ ಸುಗ್ಗಾಲ್ bbox=[21, 1391, 146, 1406]
article-6-headline: ಗೋಕರ್ಣದ ಗುಹೆಗಳು: ಕೆಲವರಿಗೆ ಧ್ಯಾನ, ಹಲವರಿಗೆ ಮೋಜಿನ ತಾಣ bbox=[719, 800, 1468, 840]
masthead-left bbox=[24, 23, 367, 110]
article-4-col-1: ಹುಳಿಯಾರು: ಸಮೀಪದ ತೊರೆಸೂರಗೊಂಡನಹಳ್ಳಿ ಗ್ರಾಮದಲ್ಲಿ ಶ್ರೀ ಚಾಮುಂಡೇಶ್ವರಿ ವರ್ಧಂತಿಯ ಪ್ರಯುಕ್ತ ಬುಧವಾರ ಮತ್ತು ಗುರುವಾರದಂದು ಶ್ರೀ ಪ್ರತ್ಯಂಗಿರಾ ಹೋಮ ಮತ್ತು ವಿವಿಧ ಧಾರ್ಮಿಕ ಕಾರ್ಯಕ್ರಮಗಳನ್ನು ಅದ್ದೂರಿಯಾಗಿ ಜರುಗಿದವು. ಗ್ರಾಮಸ್ಥರು ಮತ್ತು ಭಕ್ತಾದಿಗಳು ಹೆಚ್ಚಿನ ಸಂಖ್ಯೆಯಲ್ಲಿ ಭಾಗವಹಿಸಿ ದೇವಿಯ ಕೃಪೆಗೆ ಪಾತ್ರರಾದರು. ಬುಧವಾರ ಸಂಜೆ ಗಣಪತಿ ಪೂಜೆಯೊಂದಿಗೆ ಧಾರ್ಮಿಕ ಕೈಂಕರ್ಯಗಳು ಪ್ರಾರಂಭವಾದವು. ನಂತರ ನವಗ್ರಹ ಪೂಜೆ, ನವದುರ್ಗಿ ಪೂಜೆ ಮತ್ತು ಇತರ ಹೋಮಗಳು ವಿಧಿವಿಧಾನಗಳ bbox=[21, 1970, 223, 2187]
article-2-col-2: ಅವರು ಅಂಗನವಾಡಿ ಕೇಂದ್ರಕ್ಕೆ ಭೇಟಿ ಪರಿಶೀಲನೆ ನಡೆಸಿ ಅಂಗನವಾಡಿ ಕೇಂದ್ರವನ್ನು ಬೇರೆ ಕಡೆ ವರ್ಗಾವಣೆ ಮಾಡಿ ಹೊಸ ಕಟ್ಟಡ ನಿರ್ಮಾಣಕ್ಕೆ ಕ್ರಮ ಕೈಗೊಳ್ಳುತ್ತೇವೆ ಎಂದು ಭರವಸೆ ನೀಡಿದರು. ಈ ಸಂದರ್ಭದಲ್ಲಿ ಗ್ರಾಮಸ್ಥರು bbox=[232, 1391, 434, 1480]
date-line bbox=[398, 23, 1141, 50]
article-8-photo bbox=[933, 1969, 1277, 2170]
article-2-col-3: ಭಾರತ ವೈಭವ ನ್ಯೂಸ್ ವರದಿಗಾರ-ರಿಗೆ ಧನ್ಯವಾದಗಳು ತಿಳಿಸಿದರು. ಈ ಸಂದರ್ಭದಲ್ಲಿ ಯುವಜಾಂತಿ ಮಹೇಂದ್ರ ರೆಡ್ಡಿ ಪಾಟೀಲ, ಮಹಿಪಾಲ ರೆಡ್ಡಿ, ಮಲ್ಲಪ್ಪ ಗ್ರಾಮ ಪಂಚಾಯತಿ ಸದಸ್ಯರು ಸೇರಿದಂತೆ ಇನ್ನಿತರರು ಉಪಸ್ಥಿತರಿದ್ದರು. bbox=[443, 1391, 652, 1480]
page-number: Page No 4 bbox=[1055, 26, 1141, 46]
article-1-headline-1: ಸ್ಪರ್ಧಾತ್ಮಕ ಪರೀಕ್ಷೆಗಳಿಗೆ ಜಾಣರ ಗುರು ಪತ್ರಿಕೆ ಬಹಳ bbox=[86, 133, 590, 169]
article-5-headline: ಕಾಲೇಜು ಆವರಣದಲ್ಲಿ ಲಸಿಕೆ ಯೋಜನೆ ಕಾರ್ಯಕ್ರಮ ಯಶಸ್ವಿ bbox=[761, 137, 1425, 178]
page-count-kn: ಪುಟ ಸಂಖ್ಯೆ ೪ bbox=[398, 26, 478, 46]
masthead-rule bbox=[18, 121, 1523, 124]
paper-title-right: ಭಾರತ ವೈಭವ bbox=[1174, 28, 1431, 92]
article-2-rule bbox=[18, 1562, 658, 1563]
